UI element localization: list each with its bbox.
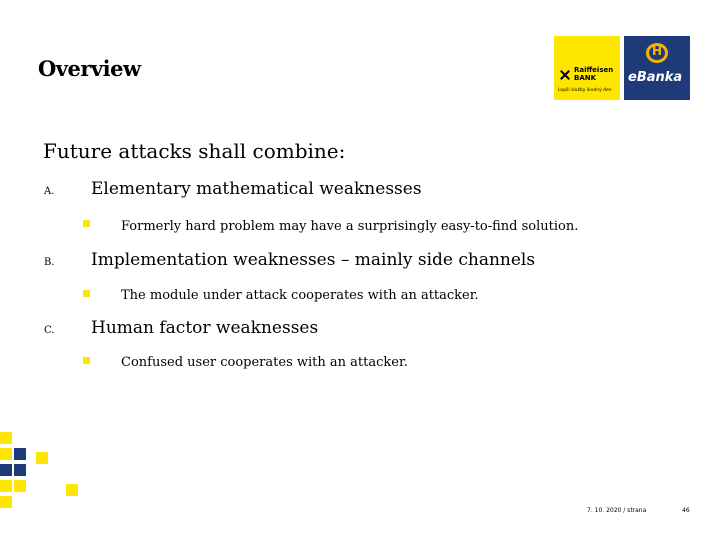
page-number: 46 [682, 507, 690, 514]
bullet-square-icon [83, 357, 90, 364]
decor-square [0, 496, 12, 508]
item-b-text: Implementation weaknesses – mainly side channels [91, 250, 536, 270]
raiffeisen-cross-icon [560, 69, 571, 80]
item-a-sub: Formerly hard problem may have a surprisingly easy-to-find solution. [121, 219, 579, 234]
ebanka-name: eBanka [628, 70, 683, 85]
item-a-marker: A. [44, 186, 55, 197]
decor-square [66, 484, 78, 496]
decor-square [0, 464, 12, 476]
decor-square [14, 480, 26, 492]
intro-text: Future attacks shall combine: [43, 139, 346, 163]
bullet-square-icon [83, 220, 90, 227]
raiffeisen-name: Raiffeisen [574, 66, 614, 74]
decor-square [0, 448, 12, 460]
footer-date: 7. 10. 2020 / strana [587, 507, 647, 514]
raiffeisen-tagline: Lepší služby ikvdný den [558, 88, 612, 93]
ebanka-logo [624, 36, 690, 100]
ebanka-symbol-icon [646, 43, 668, 63]
item-b-marker: B. [44, 257, 55, 268]
decor-square [0, 432, 12, 444]
raiffeisen-logo [554, 36, 620, 100]
raiffeisen-bank-label: BANK [574, 74, 597, 82]
item-b-sub: The module under attack cooperates with an attacker. [121, 288, 479, 303]
item-c-text: Human factor weaknesses [91, 318, 319, 338]
decor-square [36, 452, 48, 464]
item-c-sub: Confused user cooperates with an attacker. [121, 355, 408, 370]
decor-square [0, 480, 12, 492]
slide-title: Overview [38, 56, 141, 81]
item-a-text: Elementary mathematical weaknesses [91, 179, 422, 199]
decor-square [14, 448, 26, 460]
decor-square [14, 464, 26, 476]
bullet-square-icon [83, 290, 90, 297]
item-c-marker: C. [44, 325, 55, 336]
